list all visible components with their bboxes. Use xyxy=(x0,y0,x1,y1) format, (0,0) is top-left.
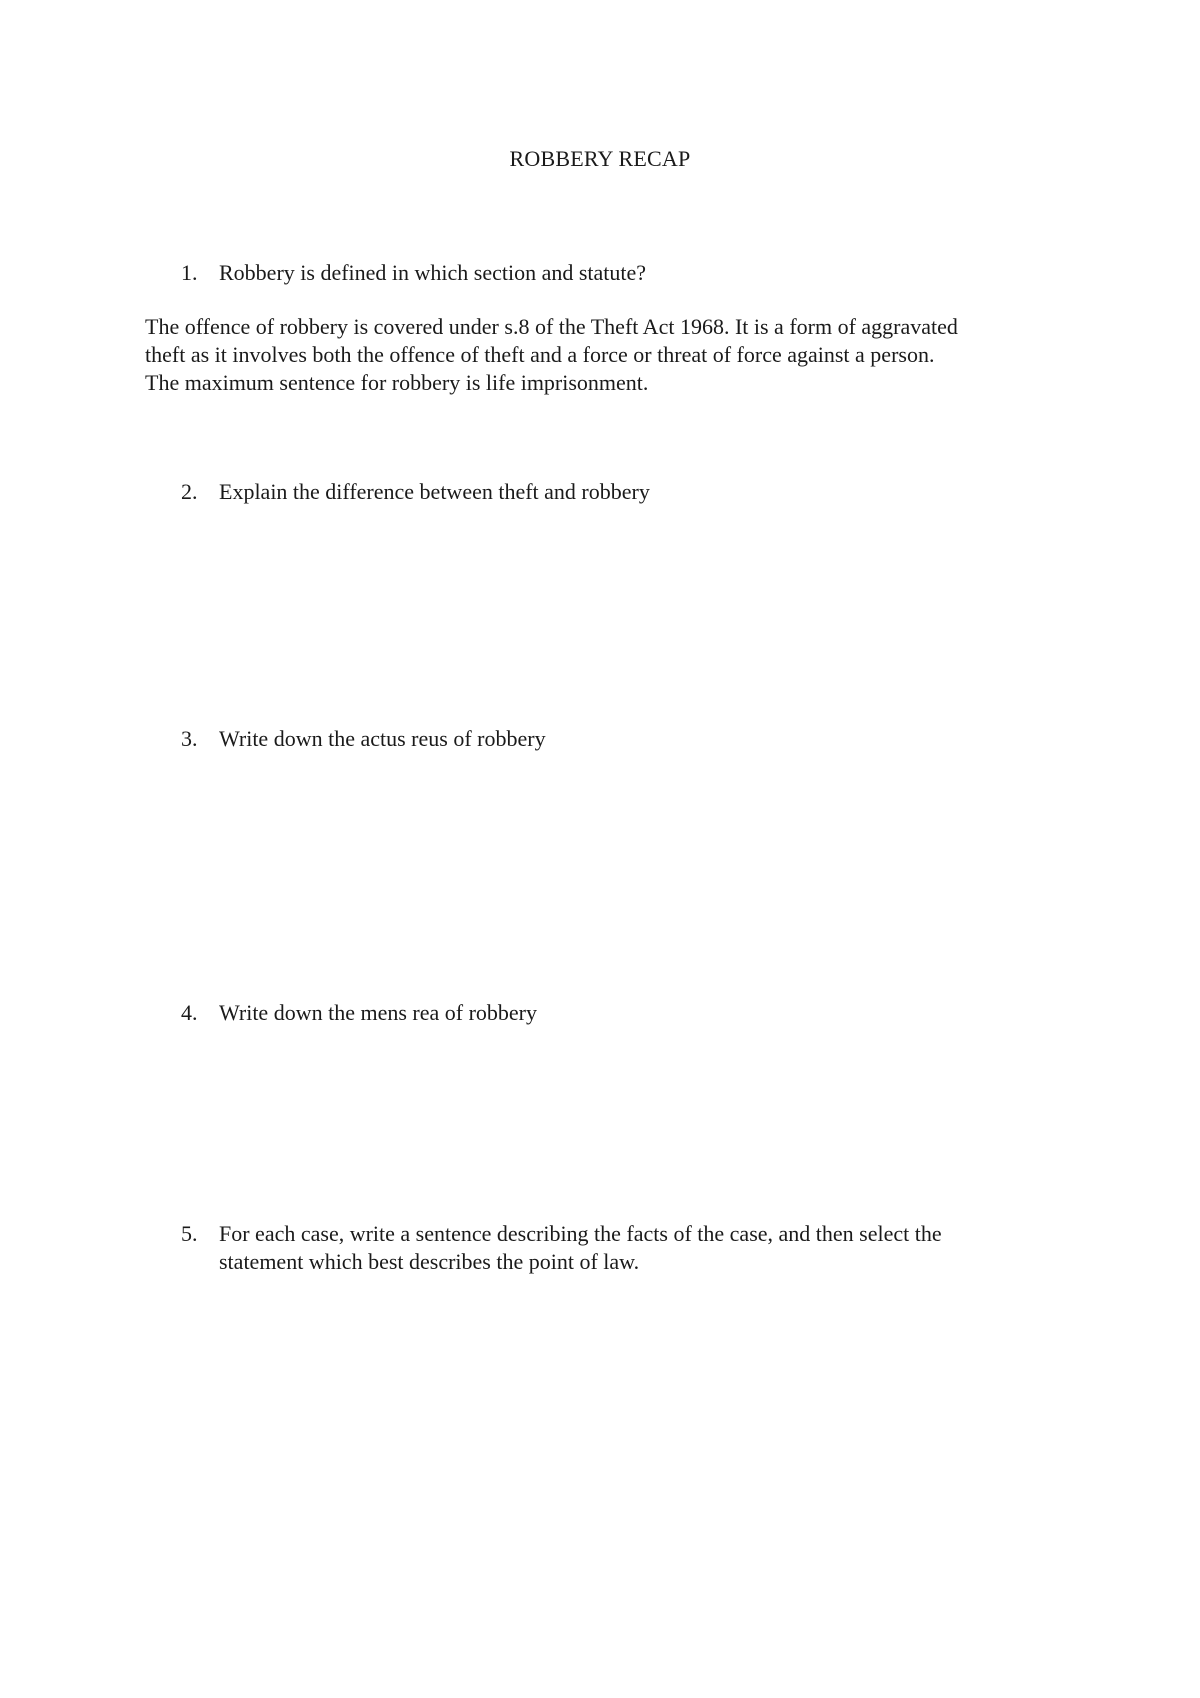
question-number: 4. xyxy=(181,1000,198,1025)
page-title: ROBBERY RECAP xyxy=(509,146,691,171)
question-text: For each case, write a sentence describing the facts of the case, and then select the statement which best describes the point of law. xyxy=(219,1221,942,1274)
question-number: 5. xyxy=(181,1221,198,1246)
question-3 xyxy=(181,725,1019,753)
answer-line: theft as it involves both the offence of theft and a force or threat of force against a person. xyxy=(145,342,935,367)
question-number: 1. xyxy=(181,260,198,285)
question-text: Write down the actus reus of robbery xyxy=(219,726,546,751)
question-text: Robbery is defined in which section and statute? xyxy=(219,260,647,285)
answer-line: The maximum sentence for robbery is life imprisonment. xyxy=(145,370,649,395)
question-2 xyxy=(181,478,1019,506)
answer-line: The offence of robbery is covered under s.8 of the Theft Act 1968. It is a form of aggravated xyxy=(145,314,958,339)
question-5 xyxy=(181,1220,1019,1276)
question-text: Write down the mens rea of robbery xyxy=(219,1000,538,1025)
answer-1 xyxy=(145,313,1075,397)
question-1 xyxy=(181,259,1019,287)
question-number: 2. xyxy=(181,479,198,504)
question-4 xyxy=(181,999,1019,1027)
question-text: Explain the difference between theft and robbery xyxy=(219,479,650,504)
question-number: 3. xyxy=(181,726,198,751)
